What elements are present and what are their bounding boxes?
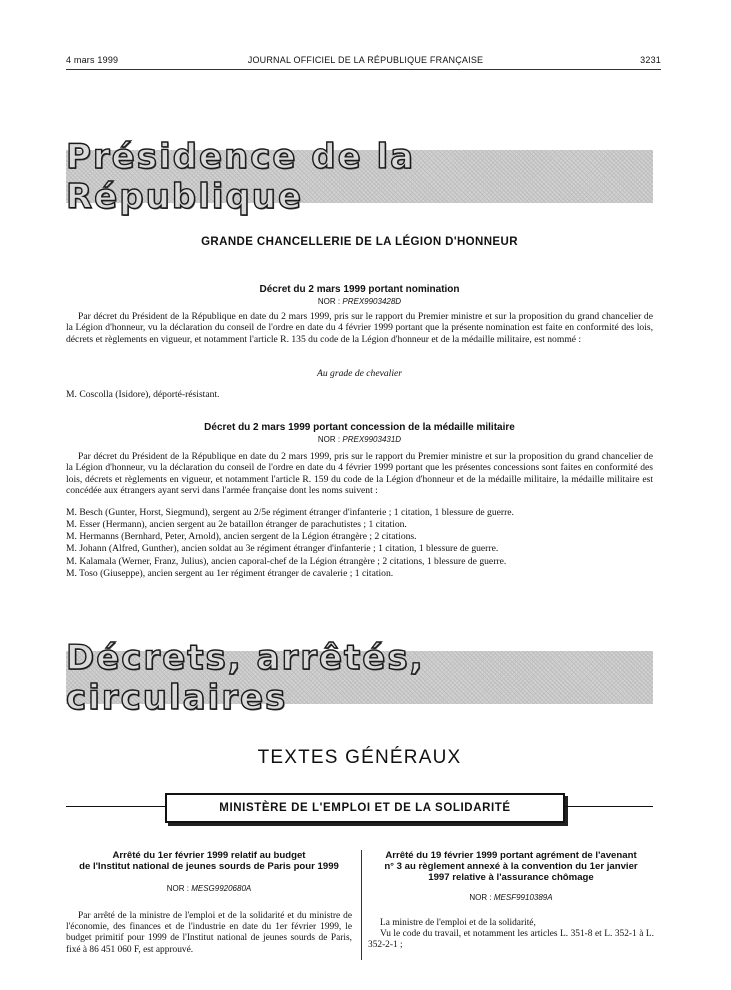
ministry-rule-right [565, 806, 653, 807]
title-line: n° 3 au règlement annexé à la convention du 1er janvier [384, 861, 638, 872]
title-line: 1997 relative à l'assurance chômage [428, 872, 594, 883]
decree2-nor [66, 435, 653, 444]
right-arrete-line2: Vu le code du travail, et notamment les articles L. 351-8 et L. 352-1 à L. 352-2-1 ; [368, 929, 654, 951]
nor-value: MESG9920680A [191, 884, 252, 893]
decree2-body: Par décret du Président de la République en date du 2 mars 1999, pris sur le rapport du Premier ministre et sur la proposition du grand chancelier de la Légion d'honneur, vu la déclaration du conseil de l'ordre en date du 4 février 1999 portant que les présentes concessions sont faites en conformité des lois, décrets et règlements en vigueur, et notamment l'article R. 159 du code de la Légion d'honneur et de la médaille militaire, la médaille militaire est concédée aux étrangers ayant servi dans l'armée française dont les noms suivent : [66, 451, 653, 497]
nor-value: MESF9910389A [493, 893, 553, 902]
header-rule [66, 69, 661, 70]
right-column [368, 850, 654, 952]
nor-label: NOR : [166, 884, 189, 893]
section-banner-presidence [66, 136, 653, 217]
nor-label: NOR : [317, 435, 341, 444]
header-date: 4 mars 1999 [66, 55, 119, 65]
header-journal-title: JOURNAL OFFICIEL DE LA RÉPUBLIQUE FRANÇAISE [247, 55, 484, 65]
banner-title: Présidence de la République [66, 136, 416, 217]
right-arrete-line1: La ministre de l'emploi et de la solidarité, [380, 918, 536, 928]
nor-value: PREX9903431D [342, 435, 402, 444]
nor-label: NOR : [317, 297, 341, 306]
decree2-person: M. Kalamala (Werner, Franz, Julius), ancien caporal-chef de la Légion étrangère ; 2 citations, 1 blessure de guerre. [66, 556, 507, 567]
section-banner-decrets [66, 637, 653, 718]
header-page-number: 3231 [640, 55, 661, 65]
decree2-person: M. Esser (Hermann), ancien sergent au 2e bataillon étranger de parachutistes ; 1 citation. [66, 519, 407, 530]
ministry-box [165, 793, 565, 823]
decree1-nor [66, 297, 653, 306]
decree1-person: M. Coscolla (Isidore), déporté-résistant. [66, 389, 220, 400]
decree2-title: Décret du 2 mars 1999 portant concession de la médaille militaire [204, 422, 515, 433]
decree2-person: M. Johann (Alfred, Gunther), ancien soldat au 3e régiment étranger d'infanterie ; 1 citation, 1 blessure de guerre. [66, 543, 499, 554]
decree2-person: M. Besch (Gunter, Horst, Siegmund), sergent au 2/5e régiment étranger d'infanterie ; 1 citation, 1 blessure de guerre. [66, 507, 514, 518]
left-arrete-title [66, 850, 352, 872]
banner-title: Décrets, arrêtés, circulaires [66, 637, 425, 718]
decree1-title: Décret du 2 mars 1999 portant nomination [259, 284, 460, 295]
nor-label: NOR : [469, 893, 492, 902]
decree2-person: M. Hermanns (Bernhard, Peter, Arnold), ancien sergent de la Légion étrangère ; 2 citations. [66, 531, 417, 542]
column-divider [361, 850, 362, 960]
ministry-rule-left [66, 806, 165, 807]
textes-generaux-heading: TEXTES GÉNÉRAUX [257, 747, 462, 768]
decree2-person: M. Toso (Giuseppe), ancien sergent au 1er régiment étranger de cavalerie ; 1 citation. [66, 568, 394, 579]
title-line: Arrêté du 1er février 1999 relatif au budget [112, 850, 306, 861]
decree1-body: Par décret du Président de la République en date du 2 mars 1999, pris sur le rapport du Premier ministre et sur la proposition du grand chancelier de la Légion d'honneur, vu la déclaration du conseil de l'ordre en date du 4 février 1999 portant que la présente nomination est faite en conformité des lois, décrets et règlements en vigueur, et notamment l'article R. 135 du code de la Légion d'honneur et de la médaille militaire, est nommé : [66, 311, 653, 345]
decree1-grade: Au grade de chevalier [317, 368, 402, 379]
right-arrete-nor [368, 893, 654, 902]
chancellerie-heading: GRANDE CHANCELLERIE DE LA LÉGION D'HONNEUR [201, 236, 518, 248]
right-arrete-title [368, 850, 654, 883]
left-arrete-nor [66, 884, 352, 893]
nor-value: PREX9903428D [342, 297, 402, 306]
title-line: Arrêté du 19 février 1999 portant agrément de l'avenant [385, 850, 637, 861]
title-line: de l'Institut national de jeunes sourds de Paris pour 1999 [79, 861, 339, 872]
left-arrete-body: Par arrêté de la ministre de l'emploi et de la solidarité et du ministre de l'économie, des finances et de l'industrie en date du 1er février 1999, le budget primitif pour 1999 de l'Institut national de jeunes sourds de Paris, fixé à 86 451 060 F, est approuvé. [66, 911, 352, 955]
ministry-title: MINISTÈRE DE L'EMPLOI ET DE LA SOLIDARITÉ [219, 802, 511, 814]
left-column [66, 850, 352, 956]
